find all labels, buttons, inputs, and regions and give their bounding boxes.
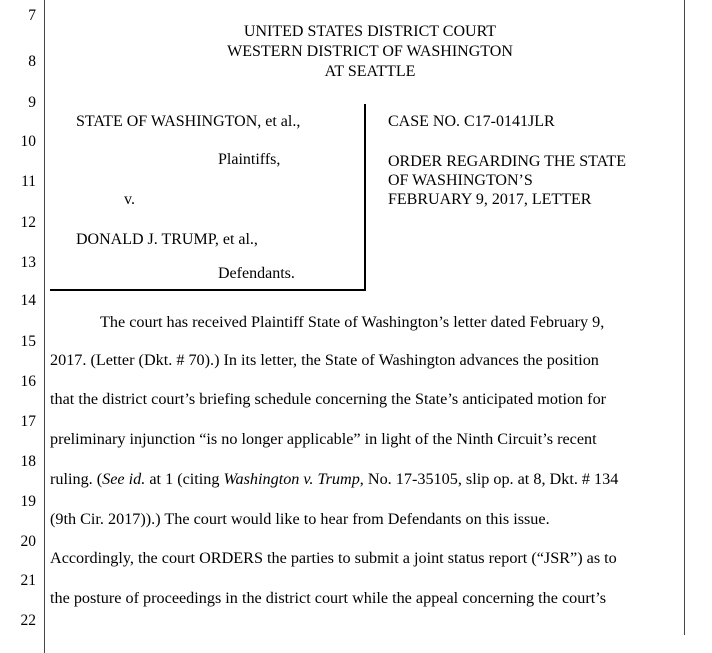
order-title-line-3: FEBRUARY 9, 2017, LETTER <box>388 191 592 208</box>
caption-vertical-rule <box>364 104 366 290</box>
order-title-line-1: ORDER REGARDING THE STATE <box>388 153 626 170</box>
court-name-line-2: WESTERN DISTRICT OF WASHINGTON <box>227 43 513 60</box>
case-citation: Washington v. Trump <box>223 470 360 488</box>
case-number: CASE NO. C17-0141JLR <box>388 113 555 130</box>
right-margin-rule <box>684 0 685 635</box>
line-number: 22 <box>20 612 36 629</box>
body-line-5-part-e: , No. 17-35105, slip op. at 8, Dkt. # 134 <box>359 470 619 488</box>
plaintiff-name: STATE OF WASHINGTON, et al., <box>76 113 301 130</box>
body-line-2: 2017. (Letter (Dkt. # 70).) In its letter, the State of Washington advances the position <box>50 351 599 369</box>
line-number: 14 <box>20 292 36 309</box>
line-number-rule <box>44 0 45 653</box>
line-number: 16 <box>20 373 36 390</box>
line-number: 8 <box>28 53 36 70</box>
line-number: 18 <box>20 453 36 470</box>
defendant-name: DONALD J. TRUMP, et al., <box>76 231 258 248</box>
caption-horizontal-rule <box>50 289 366 291</box>
line-number: 21 <box>20 572 36 589</box>
line-number-gutter <box>0 0 44 653</box>
body-line-7: Accordingly, the court ORDERS the parties to submit a joint status report (“JSR”) as to <box>50 549 617 567</box>
line-number: 15 <box>20 333 36 350</box>
line-number: 19 <box>20 493 36 510</box>
line-number: 13 <box>20 254 36 271</box>
plaintiff-role: Plaintiffs, <box>218 151 281 168</box>
order-title-line-2: OF WASHINGTON’S <box>388 172 533 189</box>
line-number: 9 <box>28 94 36 111</box>
body-line-6: (9th Cir. 2017)).) The court would like to hear from Defendants on this issue. <box>50 510 550 528</box>
line-number: 20 <box>20 533 36 550</box>
line-number: 10 <box>20 133 36 150</box>
body-line-3: that the district court’s briefing schedule concerning the State’s anticipated motion for <box>50 390 607 408</box>
body-line-8: the posture of proceedings in the district court while the appeal concerning the court’s <box>50 589 607 607</box>
versus: v. <box>124 191 135 208</box>
body-line-5 <box>50 470 618 489</box>
body-line-5-part-a: ruling. ( <box>50 470 103 488</box>
line-number: 7 <box>28 7 36 24</box>
defendant-role: Defendants. <box>218 265 295 282</box>
body-line-1: The court has received Plaintiff State of Washington’s letter dated February 9, <box>100 313 605 331</box>
line-number: 17 <box>20 413 36 430</box>
court-name-line-1: UNITED STATES DISTRICT COURT <box>243 23 497 40</box>
court-name-line-3: AT SEATTLE <box>324 63 416 80</box>
line-number: 12 <box>20 214 36 231</box>
citation-signal: See id. <box>102 470 146 488</box>
body-line-5-part-c: at 1 (citing <box>145 470 224 488</box>
line-number: 11 <box>21 173 36 190</box>
body-line-4: preliminary injunction “is no longer applicable” in light of the Ninth Circuit’s recent <box>50 430 597 448</box>
